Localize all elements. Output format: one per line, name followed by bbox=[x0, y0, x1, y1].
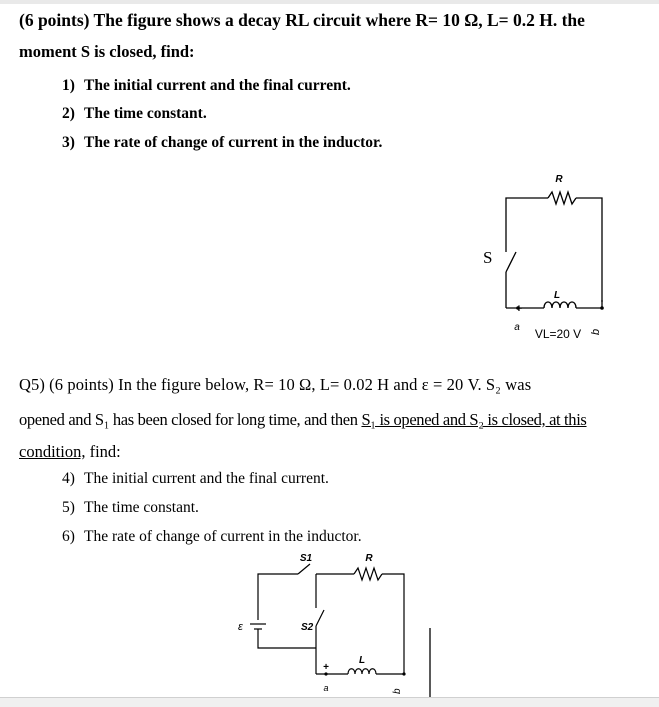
circuit1-voltage-label: VL=20 V bbox=[534, 327, 582, 341]
q1-item-2-text: The time constant. bbox=[84, 105, 207, 122]
circuit2-right-wire bbox=[382, 574, 404, 674]
q5-item-6 bbox=[62, 528, 362, 546]
q1-item-3-text: The rate of change of current in the inductor. bbox=[84, 134, 383, 151]
q5-item-6-number: 6) bbox=[62, 528, 75, 545]
q1-item-2-number: 2) bbox=[62, 105, 75, 122]
q5-heading-line2 bbox=[19, 410, 587, 430]
q5-item-6-text: The rate of change of current in the inductor. bbox=[84, 528, 362, 545]
circuit1-resistor-label: R bbox=[555, 174, 563, 185]
circuit1-plus-sign: + bbox=[515, 303, 523, 315]
circuit1-inductor-label: L bbox=[553, 290, 561, 301]
circuit2-resistor-label: R bbox=[365, 553, 373, 564]
q5-item-4 bbox=[62, 470, 329, 488]
q1-item-1-text: The initial current and the final current. bbox=[84, 77, 351, 94]
circuit2-left-outer-wire bbox=[258, 574, 298, 620]
circuit2-s2-label: S2 bbox=[301, 622, 314, 633]
circuit1-node-b-label: b bbox=[590, 328, 602, 335]
circuit1-switch-blade bbox=[506, 252, 516, 272]
q5-item-5-number: 5) bbox=[62, 499, 75, 516]
q1-item-1 bbox=[62, 77, 351, 95]
q1-heading-line2: moment S is closed, find: bbox=[19, 42, 195, 61]
circuit2-s1-blade bbox=[298, 564, 310, 574]
circuit2-plus-sign: + bbox=[323, 662, 329, 673]
q5-item-4-text: The initial current and the final current. bbox=[84, 470, 329, 487]
circuit1-minus-sign: - bbox=[600, 302, 604, 314]
q5-heading-line1: Q5) (6 points) In the figure below, R= 10 Ω, L= 0.02 H and ε = 20 V. S₂ was bbox=[19, 375, 532, 394]
rl-decay-circuit-diagram bbox=[470, 168, 620, 348]
rl-two-switch-circuit-diagram bbox=[222, 548, 442, 698]
q1-item-1-number: 1) bbox=[62, 77, 75, 94]
q5-line3-underlined: condition, bbox=[19, 442, 86, 461]
q5-item-5 bbox=[62, 499, 199, 517]
q1-heading-line1: (6 points) The figure shows a decay RL circuit where R= 10 Ω, L= 0.2 H. the bbox=[19, 10, 585, 30]
q1-item-3-number: 3) bbox=[62, 134, 75, 151]
circuit1-top-left-wire bbox=[506, 198, 548, 250]
circuit2-resistor-symbol bbox=[354, 568, 382, 580]
q5-item-5-text: The time constant. bbox=[84, 499, 199, 516]
circuit1-switch-label: S bbox=[483, 248, 493, 267]
circuit2-s1-label bbox=[300, 553, 313, 564]
circuit1-resistor-symbol bbox=[548, 192, 576, 204]
circuit2-inductor-label: L bbox=[358, 655, 366, 666]
q5-line2-underlined: S₁ is opened and S₂ is closed, at this bbox=[361, 410, 587, 429]
circuit2-node-b-label: b bbox=[392, 688, 403, 694]
circuit2-emf-label: ε bbox=[238, 621, 243, 633]
circuit2-s1-label-text: S1 bbox=[299, 553, 313, 564]
circuit2-s2-blade bbox=[316, 610, 324, 626]
circuit1-right-wire bbox=[576, 198, 602, 302]
circuit2-node-a-label: a bbox=[323, 683, 329, 693]
q5-line3-text: find: bbox=[85, 442, 121, 461]
circuit1-node-a-label: a bbox=[514, 322, 520, 333]
circuit2-minus-sign: - bbox=[402, 669, 406, 680]
circuit1-inductor-coil bbox=[544, 302, 576, 308]
q5-heading-line3 bbox=[19, 442, 121, 462]
q1-item-3 bbox=[62, 134, 382, 152]
q5-line2-text: opened and S₁ has been closed for long time, and then bbox=[19, 410, 362, 429]
q1-item-2 bbox=[62, 105, 207, 123]
page-top-edge bbox=[0, 0, 659, 4]
circuit2-inductor-coil bbox=[348, 669, 376, 674]
q5-item-4-number: 4) bbox=[62, 470, 75, 487]
